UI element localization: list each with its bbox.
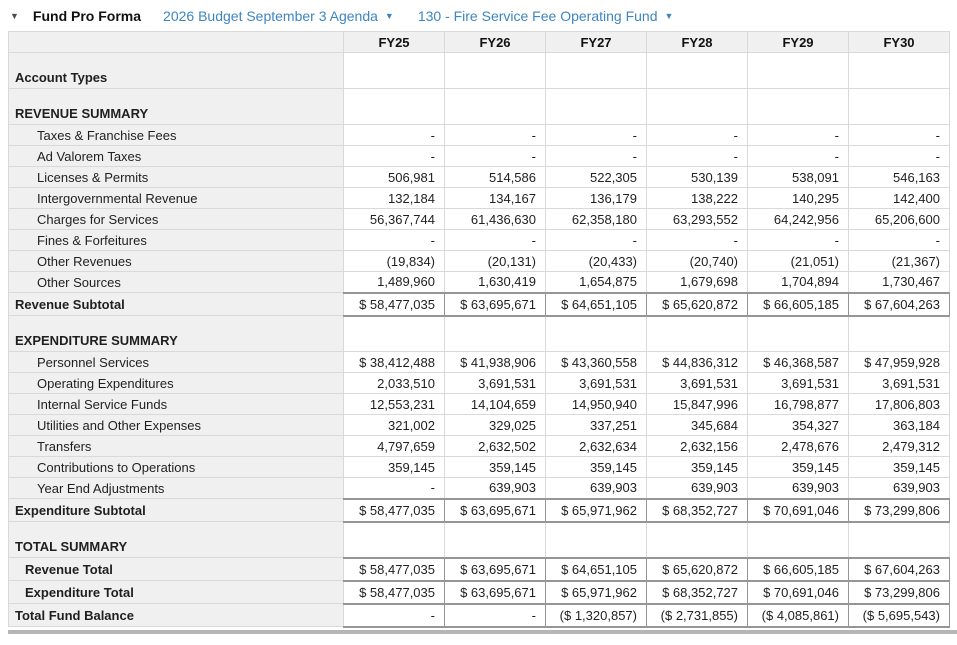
value-cell-fy29: 16,798,877 [748,394,849,415]
table-header [9,32,950,53]
table-row [9,293,950,316]
row-label: Other Revenues [9,251,344,272]
header-row [9,32,950,53]
column-header-fy30: FY30 [849,32,950,53]
table-row [9,415,950,436]
value-cell-fy30: 17,806,803 [849,394,950,415]
row-label: Year End Adjustments [9,478,344,499]
table-row [9,53,950,89]
value-cell-fy30: 359,145 [849,457,950,478]
value-cell-fy27: 1,654,875 [546,272,647,293]
column-header-fy28: FY28 [647,32,748,53]
row-label: Expenditure Subtotal [9,499,344,522]
value-cell-fy28: 1,679,698 [647,272,748,293]
value-cell-fy25: 4,797,659 [344,436,445,457]
table-row [9,394,950,415]
value-cell-fy27 [546,89,647,125]
value-cell-fy25: - [344,478,445,499]
value-cell-fy30: 3,691,531 [849,373,950,394]
value-cell-fy30 [849,522,950,558]
row-label: Fines & Forfeitures [9,230,344,251]
value-cell-fy29: - [748,125,849,146]
table-row [9,89,950,125]
pro-forma-table [8,31,950,628]
value-cell-fy30: 2,479,312 [849,436,950,457]
toolbar [0,0,957,31]
value-cell-fy27: 14,950,940 [546,394,647,415]
value-cell-fy27: $ 65,971,962 [546,499,647,522]
row-label: Other Sources [9,272,344,293]
value-cell-fy28: - [647,230,748,251]
value-cell-fy27: $ 64,651,105 [546,558,647,581]
value-cell-fy25: 359,145 [344,457,445,478]
value-cell-fy25 [344,522,445,558]
value-cell-fy29: - [748,230,849,251]
value-cell-fy30: (21,367) [849,251,950,272]
table-row [9,125,950,146]
row-label: Contributions to Operations [9,457,344,478]
row-label: Total Fund Balance [9,604,344,627]
value-cell-fy25: $ 58,477,035 [344,293,445,316]
table-row [9,146,950,167]
value-cell-fy30: 363,184 [849,415,950,436]
table-row [9,604,950,627]
value-cell-fy30: 639,903 [849,478,950,499]
value-cell-fy27: 359,145 [546,457,647,478]
value-cell-fy29 [748,316,849,352]
value-cell-fy28 [647,316,748,352]
value-cell-fy26: $ 63,695,671 [445,581,546,604]
row-label: TOTAL SUMMARY [9,522,344,558]
table-row [9,436,950,457]
table-row [9,352,950,373]
value-cell-fy25: $ 38,412,488 [344,352,445,373]
value-cell-fy26 [445,316,546,352]
value-cell-fy30 [849,316,950,352]
value-cell-fy26: 1,630,419 [445,272,546,293]
chevron-down-icon: ▼ [664,11,674,21]
value-cell-fy29: 639,903 [748,478,849,499]
value-cell-fy26: - [445,125,546,146]
table-row [9,478,950,499]
value-cell-fy25: 56,367,744 [344,209,445,230]
value-cell-fy26: 359,145 [445,457,546,478]
value-cell-fy30: $ 67,604,263 [849,293,950,316]
value-cell-fy29: - [748,146,849,167]
value-cell-fy25 [344,53,445,89]
value-cell-fy25: 506,981 [344,167,445,188]
value-cell-fy26 [445,89,546,125]
value-cell-fy27: (20,433) [546,251,647,272]
value-cell-fy29: $ 66,605,185 [748,293,849,316]
page-title: Fund Pro Forma [32,8,142,24]
value-cell-fy27: 2,632,634 [546,436,647,457]
value-cell-fy29: 354,327 [748,415,849,436]
value-cell-fy27: 337,251 [546,415,647,436]
value-cell-fy27: $ 65,971,962 [546,581,647,604]
value-cell-fy28: 3,691,531 [647,373,748,394]
row-label: Charges for Services [9,209,344,230]
value-cell-fy27: $ 64,651,105 [546,293,647,316]
value-cell-fy25: $ 58,477,035 [344,581,445,604]
value-cell-fy29 [748,89,849,125]
column-header-fy26: FY26 [445,32,546,53]
value-cell-fy27: 136,179 [546,188,647,209]
label-column-header [9,32,344,53]
row-label: Revenue Subtotal [9,293,344,316]
value-cell-fy29: 140,295 [748,188,849,209]
value-cell-fy28: 15,847,996 [647,394,748,415]
value-cell-fy26: $ 63,695,671 [445,293,546,316]
value-cell-fy26: - [445,146,546,167]
value-cell-fy30: - [849,230,950,251]
value-cell-fy28: 138,222 [647,188,748,209]
value-cell-fy25: 2,033,510 [344,373,445,394]
value-cell-fy27: 62,358,180 [546,209,647,230]
value-cell-fy28: (20,740) [647,251,748,272]
value-cell-fy25: $ 58,477,035 [344,499,445,522]
value-cell-fy28: ($ 2,731,855) [647,604,748,627]
value-cell-fy29: $ 70,691,046 [748,581,849,604]
value-cell-fy26: - [445,604,546,627]
value-cell-fy26: 2,632,502 [445,436,546,457]
budget-dropdown[interactable] [163,8,394,24]
fund-dropdown-label: 130 - Fire Service Fee Operating Fund [417,8,658,24]
value-cell-fy30: 546,163 [849,167,950,188]
value-cell-fy30: - [849,146,950,167]
value-cell-fy29: 1,704,894 [748,272,849,293]
row-label: Revenue Total [9,558,344,581]
value-cell-fy29: 64,242,956 [748,209,849,230]
value-cell-fy29: $ 66,605,185 [748,558,849,581]
row-label: EXPENDITURE SUMMARY [9,316,344,352]
value-cell-fy25: - [344,125,445,146]
value-cell-fy28: $ 65,620,872 [647,293,748,316]
value-cell-fy26: 329,025 [445,415,546,436]
value-cell-fy28: 63,293,552 [647,209,748,230]
value-cell-fy26: 514,586 [445,167,546,188]
value-cell-fy28: 530,139 [647,167,748,188]
table-row [9,581,950,604]
value-cell-fy28 [647,89,748,125]
value-cell-fy25: 12,553,231 [344,394,445,415]
value-cell-fy27: - [546,125,647,146]
value-cell-fy30: 65,206,600 [849,209,950,230]
value-cell-fy25: 1,489,960 [344,272,445,293]
row-label: Account Types [9,53,344,89]
table-row [9,209,950,230]
value-cell-fy28: - [647,146,748,167]
value-cell-fy29: $ 70,691,046 [748,499,849,522]
value-cell-fy26: $ 63,695,671 [445,499,546,522]
value-cell-fy29 [748,522,849,558]
column-header-fy25: FY25 [344,32,445,53]
value-cell-fy28: $ 68,352,727 [647,499,748,522]
value-cell-fy27 [546,316,647,352]
row-label: Transfers [9,436,344,457]
table-row [9,230,950,251]
value-cell-fy28: $ 68,352,727 [647,581,748,604]
row-label: REVENUE SUMMARY [9,89,344,125]
table-row [9,251,950,272]
row-label: Taxes & Franchise Fees [9,125,344,146]
value-cell-fy30: $ 67,604,263 [849,558,950,581]
value-cell-fy26: $ 63,695,671 [445,558,546,581]
table-row [9,558,950,581]
row-label: Intergovernmental Revenue [9,188,344,209]
value-cell-fy27: 3,691,531 [546,373,647,394]
row-label: Operating Expenditures [9,373,344,394]
value-cell-fy30: 142,400 [849,188,950,209]
value-cell-fy25: 321,002 [344,415,445,436]
value-cell-fy27: 522,305 [546,167,647,188]
value-cell-fy26: 14,104,659 [445,394,546,415]
fund-dropdown[interactable] [418,8,674,24]
value-cell-fy28: 639,903 [647,478,748,499]
column-header-fy27: FY27 [546,32,647,53]
value-cell-fy30: $ 73,299,806 [849,499,950,522]
value-cell-fy28: 359,145 [647,457,748,478]
value-cell-fy29: 3,691,531 [748,373,849,394]
value-cell-fy27: $ 43,360,558 [546,352,647,373]
value-cell-fy26: 61,436,630 [445,209,546,230]
collapse-triangle-icon[interactable]: ▼ [10,11,19,21]
value-cell-fy26: - [445,230,546,251]
table-row [9,457,950,478]
value-cell-fy26 [445,53,546,89]
table-row [9,316,950,352]
value-cell-fy26: 639,903 [445,478,546,499]
value-cell-fy25: $ 58,477,035 [344,558,445,581]
value-cell-fy29: ($ 4,085,861) [748,604,849,627]
column-header-fy29: FY29 [748,32,849,53]
value-cell-fy27: 639,903 [546,478,647,499]
value-cell-fy29: 538,091 [748,167,849,188]
table-row [9,522,950,558]
value-cell-fy29: 359,145 [748,457,849,478]
value-cell-fy25: - [344,230,445,251]
value-cell-fy27: - [546,230,647,251]
table-row [9,499,950,522]
value-cell-fy25: - [344,604,445,627]
value-cell-fy28: 2,632,156 [647,436,748,457]
row-label: Expenditure Total [9,581,344,604]
value-cell-fy28 [647,53,748,89]
row-label: Ad Valorem Taxes [9,146,344,167]
value-cell-fy30 [849,53,950,89]
value-cell-fy27: - [546,146,647,167]
value-cell-fy26: 3,691,531 [445,373,546,394]
value-cell-fy30: ($ 5,695,543) [849,604,950,627]
value-cell-fy29 [748,53,849,89]
chevron-down-icon: ▼ [384,11,394,21]
value-cell-fy29: $ 46,368,587 [748,352,849,373]
table-row [9,272,950,293]
value-cell-fy25 [344,316,445,352]
value-cell-fy26: $ 41,938,906 [445,352,546,373]
value-cell-fy28: $ 44,836,312 [647,352,748,373]
table-row [9,373,950,394]
value-cell-fy28: 345,684 [647,415,748,436]
table-row [9,188,950,209]
table-row [9,167,950,188]
value-cell-fy26: (20,131) [445,251,546,272]
value-cell-fy25: 132,184 [344,188,445,209]
value-cell-fy30: 1,730,467 [849,272,950,293]
value-cell-fy29: 2,478,676 [748,436,849,457]
value-cell-fy27 [546,522,647,558]
value-cell-fy27 [546,53,647,89]
row-label: Utilities and Other Expenses [9,415,344,436]
value-cell-fy26: 134,167 [445,188,546,209]
value-cell-fy27: ($ 1,320,857) [546,604,647,627]
value-cell-fy28: $ 65,620,872 [647,558,748,581]
value-cell-fy30 [849,89,950,125]
row-label: Personnel Services [9,352,344,373]
value-cell-fy30: - [849,125,950,146]
value-cell-fy28: - [647,125,748,146]
value-cell-fy30: $ 47,959,928 [849,352,950,373]
row-label: Internal Service Funds [9,394,344,415]
value-cell-fy25: (19,834) [344,251,445,272]
value-cell-fy25: - [344,146,445,167]
value-cell-fy25 [344,89,445,125]
table-bottom-border [8,630,957,634]
value-cell-fy26 [445,522,546,558]
value-cell-fy29: (21,051) [748,251,849,272]
row-label: Licenses & Permits [9,167,344,188]
value-cell-fy28 [647,522,748,558]
budget-dropdown-label: 2026 Budget September 3 Agenda [163,8,378,24]
value-cell-fy30: $ 73,299,806 [849,581,950,604]
